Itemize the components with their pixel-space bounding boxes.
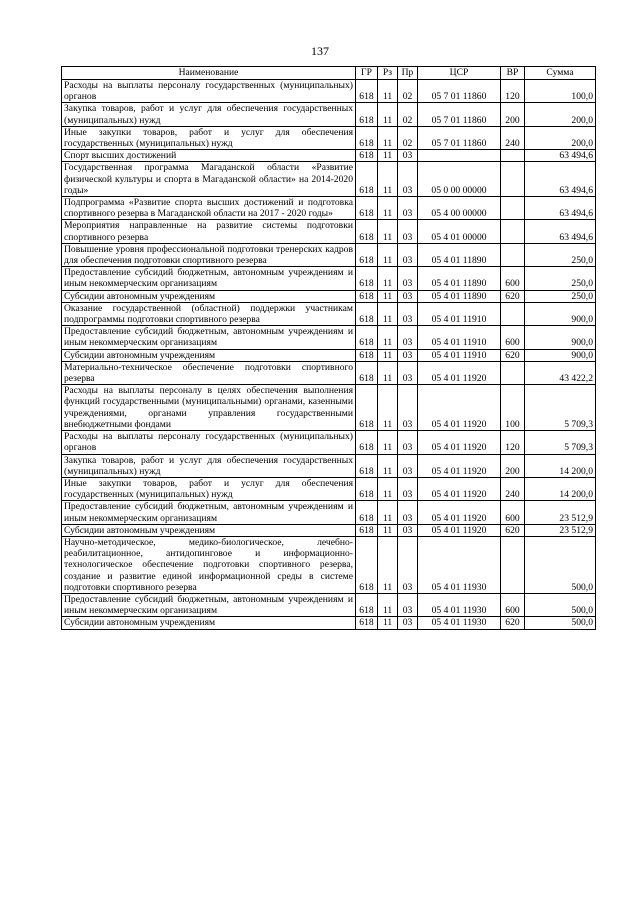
- row-vr: 620: [501, 524, 525, 536]
- row-name: Закупка товаров, работ и услуг для обеспечения государственных (муниципальных) нужд: [62, 454, 356, 477]
- table-row: [62, 243, 596, 266]
- row-vr: [501, 536, 525, 593]
- row-rz: 11: [378, 326, 398, 349]
- row-rz: 11: [378, 524, 398, 536]
- row-csr: 05 4 01 11920: [418, 501, 501, 524]
- row-vr: 620: [501, 349, 525, 361]
- row-name: Иные закупки товаров, работ и услуг для обеспечения государственных (муниципальных) нужд: [62, 126, 356, 149]
- row-rz: 11: [378, 431, 398, 454]
- table-row: [62, 454, 596, 477]
- row-gr: 618: [356, 80, 378, 103]
- row-name: Предоставление субсидий бюджетным, автономным учреждениям и иным некоммерческим организациям: [62, 501, 356, 524]
- row-pr: 03: [398, 220, 418, 243]
- row-sum: 14 200,0: [525, 477, 596, 500]
- row-rz: 11: [378, 302, 398, 325]
- row-rz: 11: [378, 477, 398, 500]
- table-row: [62, 80, 596, 103]
- row-rz: 11: [378, 385, 398, 431]
- row-name: Расходы на выплаты персоналу государственных (муниципальных) органов: [62, 431, 356, 454]
- row-pr: 03: [398, 243, 418, 266]
- row-gr: 618: [356, 454, 378, 477]
- row-rz: 11: [378, 103, 398, 126]
- row-sum: 14 200,0: [525, 454, 596, 477]
- row-csr: 05 4 01 11920: [418, 454, 501, 477]
- row-sum: 900,0: [525, 326, 596, 349]
- row-gr: 618: [356, 150, 378, 162]
- row-pr: 03: [398, 617, 418, 629]
- row-csr: 05 4 01 11920: [418, 385, 501, 431]
- row-pr: 03: [398, 267, 418, 290]
- row-rz: 11: [378, 126, 398, 149]
- row-rz: 11: [378, 162, 398, 197]
- row-vr: 100: [501, 385, 525, 431]
- row-pr: 03: [398, 326, 418, 349]
- row-pr: 03: [398, 431, 418, 454]
- row-vr: 620: [501, 290, 525, 302]
- row-vr: 240: [501, 477, 525, 500]
- table-row: [62, 302, 596, 325]
- row-vr: 600: [501, 501, 525, 524]
- row-name: Субсидии автономным учреждениям: [62, 524, 356, 536]
- row-name: Субсидии автономным учреждениям: [62, 349, 356, 361]
- table-row: [62, 220, 596, 243]
- row-vr: 240: [501, 126, 525, 149]
- row-pr: 03: [398, 162, 418, 197]
- row-rz: 11: [378, 150, 398, 162]
- table-row: [62, 349, 596, 361]
- row-csr: 05 4 01 11930: [418, 593, 501, 616]
- row-sum: 5 709,3: [525, 385, 596, 431]
- table-header-row: [62, 67, 596, 80]
- header-pr: Пр: [398, 67, 418, 80]
- row-gr: 618: [356, 349, 378, 361]
- row-gr: 618: [356, 197, 378, 220]
- row-rz: 11: [378, 501, 398, 524]
- row-vr: 620: [501, 617, 525, 629]
- row-pr: 03: [398, 197, 418, 220]
- row-name: Подпрограмма «Развитие спорта высших достижений и подготовка спортивного резерва в Магаданской области на 2017 - 2020 годы»: [62, 197, 356, 220]
- table-row: [62, 536, 596, 593]
- row-sum: 900,0: [525, 349, 596, 361]
- page-number: 137: [311, 44, 329, 58]
- row-sum: 23 512,9: [525, 524, 596, 536]
- table-row: [62, 103, 596, 126]
- row-csr: 05 4 01 11890: [418, 290, 501, 302]
- row-vr: [501, 302, 525, 325]
- row-vr: 200: [501, 454, 525, 477]
- budget-table: [61, 66, 596, 630]
- row-pr: 03: [398, 501, 418, 524]
- table-row: [62, 290, 596, 302]
- row-rz: 11: [378, 290, 398, 302]
- table-row: [62, 197, 596, 220]
- row-gr: 618: [356, 220, 378, 243]
- row-rz: 11: [378, 267, 398, 290]
- row-pr: 03: [398, 385, 418, 431]
- row-csr: 05 0 00 00000: [418, 162, 501, 197]
- row-pr: 03: [398, 150, 418, 162]
- row-name: Научно-методическое, медико-биологическое, лечебно-реабилитационное, антидопинговое и информационно-технологическое обеспечение подготовки спортивного резерва, создание и развитие единой информационной среды в системе подготовки спортивного резерва: [62, 536, 356, 593]
- row-gr: 618: [356, 593, 378, 616]
- header-gr: ГР: [356, 67, 378, 80]
- row-sum: 63 494,6: [525, 197, 596, 220]
- row-vr: [501, 220, 525, 243]
- table-row: [62, 326, 596, 349]
- row-name: Мероприятия направленные на развитие системы подготовки спортивного резерва: [62, 220, 356, 243]
- row-csr: 05 4 01 00000: [418, 220, 501, 243]
- row-sum: 500,0: [525, 536, 596, 593]
- table-row: [62, 477, 596, 500]
- header-csr: ЦСР: [418, 67, 501, 80]
- row-pr: 03: [398, 593, 418, 616]
- table-row: [62, 524, 596, 536]
- row-rz: 11: [378, 80, 398, 103]
- header-sum: Сумма: [525, 67, 596, 80]
- row-rz: 11: [378, 220, 398, 243]
- row-name: Предоставление субсидий бюджетным, автономным учреждениям и иным некоммерческим организациям: [62, 593, 356, 616]
- row-vr: 600: [501, 593, 525, 616]
- table-row: [62, 431, 596, 454]
- row-rz: 11: [378, 349, 398, 361]
- row-vr: [501, 243, 525, 266]
- row-sum: 500,0: [525, 593, 596, 616]
- table-row: [62, 126, 596, 149]
- row-csr: 05 7 01 11860: [418, 126, 501, 149]
- row-pr: 02: [398, 103, 418, 126]
- row-pr: 03: [398, 536, 418, 593]
- row-csr: 05 4 01 11920: [418, 431, 501, 454]
- row-rz: 11: [378, 197, 398, 220]
- row-name: Материально-техническое обеспечение подготовки спортивного резерва: [62, 361, 356, 384]
- row-rz: 11: [378, 454, 398, 477]
- row-name: Закупка товаров, работ и услуг для обеспечения государственных (муниципальных) нужд: [62, 103, 356, 126]
- row-sum: 200,0: [525, 126, 596, 149]
- row-pr: 03: [398, 454, 418, 477]
- row-pr: 02: [398, 126, 418, 149]
- row-csr: 05 4 01 11930: [418, 617, 501, 629]
- row-sum: 23 512,9: [525, 501, 596, 524]
- row-csr: 05 4 01 11930: [418, 536, 501, 593]
- row-sum: 250,0: [525, 290, 596, 302]
- row-sum: 250,0: [525, 243, 596, 266]
- row-name: Субсидии автономным учреждениям: [62, 617, 356, 629]
- row-gr: 618: [356, 302, 378, 325]
- table-row: [62, 385, 596, 431]
- row-name: Спорт высших достижений: [62, 150, 356, 162]
- row-csr: 05 7 01 11860: [418, 80, 501, 103]
- row-name: Расходы на выплаты персоналу в целях обеспечения выполнения функций государственными (муниципальными) органами, казенными учреждениями, органами управления государственными внебюджетными фондами: [62, 385, 356, 431]
- row-name: Субсидии автономным учреждениям: [62, 290, 356, 302]
- row-name: Повышение уровня профессиональной подготовки тренерских кадров для обеспечения подготовки спортивного резерва: [62, 243, 356, 266]
- row-rz: 11: [378, 593, 398, 616]
- row-name: Предоставление субсидий бюджетным, автономным учреждениям и иным некоммерческим организациям: [62, 267, 356, 290]
- row-pr: 03: [398, 302, 418, 325]
- row-name: Расходы на выплаты персоналу государственных (муниципальных) органов: [62, 80, 356, 103]
- table-row: [62, 162, 596, 197]
- row-csr: [418, 150, 501, 162]
- row-vr: 600: [501, 326, 525, 349]
- row-csr: 05 4 01 11920: [418, 477, 501, 500]
- header-rz: Рз: [378, 67, 398, 80]
- row-gr: 618: [356, 267, 378, 290]
- row-vr: [501, 197, 525, 220]
- row-sum: 43 422,2: [525, 361, 596, 384]
- row-sum: 5 709,3: [525, 431, 596, 454]
- row-csr: 05 4 01 11920: [418, 524, 501, 536]
- row-gr: 618: [356, 243, 378, 266]
- row-csr: 05 7 01 11860: [418, 103, 501, 126]
- row-gr: 618: [356, 385, 378, 431]
- row-sum: 100,0: [525, 80, 596, 103]
- row-gr: 618: [356, 326, 378, 349]
- row-sum: 63 494,6: [525, 150, 596, 162]
- row-vr: [501, 150, 525, 162]
- row-vr: 200: [501, 103, 525, 126]
- row-name: Государственная программа Магаданской области «Развитие физической культуры и спорта в Магаданской области» на 2014-2020 годы»: [62, 162, 356, 197]
- row-rz: 11: [378, 536, 398, 593]
- row-sum: 63 494,6: [525, 162, 596, 197]
- row-vr: 120: [501, 431, 525, 454]
- row-rz: 11: [378, 243, 398, 266]
- row-csr: 05 4 01 11890: [418, 243, 501, 266]
- row-csr: 05 4 01 11920: [418, 361, 501, 384]
- row-rz: 11: [378, 617, 398, 629]
- table-row: [62, 267, 596, 290]
- row-vr: 120: [501, 80, 525, 103]
- row-csr: 05 4 01 11910: [418, 326, 501, 349]
- row-vr: [501, 361, 525, 384]
- table-row: [62, 150, 596, 162]
- row-sum: 250,0: [525, 267, 596, 290]
- row-pr: 03: [398, 290, 418, 302]
- row-pr: 03: [398, 524, 418, 536]
- table-row: [62, 617, 596, 629]
- row-gr: 618: [356, 290, 378, 302]
- row-gr: 618: [356, 617, 378, 629]
- row-gr: 618: [356, 431, 378, 454]
- row-pr: 02: [398, 80, 418, 103]
- row-rz: 11: [378, 361, 398, 384]
- row-pr: 03: [398, 477, 418, 500]
- row-pr: 03: [398, 361, 418, 384]
- row-sum: 500,0: [525, 617, 596, 629]
- row-gr: 618: [356, 126, 378, 149]
- header-vr: ВР: [501, 67, 525, 80]
- row-gr: 618: [356, 361, 378, 384]
- table-row: [62, 593, 596, 616]
- row-gr: 618: [356, 536, 378, 593]
- row-gr: 618: [356, 477, 378, 500]
- row-pr: 03: [398, 349, 418, 361]
- row-sum: 900,0: [525, 302, 596, 325]
- row-name: Оказание государственной (областной) поддержки участникам подпрограммы подготовки спортивного резерва: [62, 302, 356, 325]
- row-sum: 63 494,6: [525, 220, 596, 243]
- table-row: [62, 361, 596, 384]
- row-csr: 05 4 01 11910: [418, 349, 501, 361]
- row-sum: 200,0: [525, 103, 596, 126]
- row-csr: 05 4 01 11910: [418, 302, 501, 325]
- row-gr: 618: [356, 524, 378, 536]
- table-row: [62, 501, 596, 524]
- row-vr: 600: [501, 267, 525, 290]
- row-name: Предоставление субсидий бюджетным, автономным учреждениям и иным некоммерческим организациям: [62, 326, 356, 349]
- row-gr: 618: [356, 103, 378, 126]
- row-gr: 618: [356, 162, 378, 197]
- row-csr: 05 4 01 11890: [418, 267, 501, 290]
- row-gr: 618: [356, 501, 378, 524]
- row-csr: 05 4 00 00000: [418, 197, 501, 220]
- row-name: Иные закупки товаров, работ и услуг для обеспечения государственных (муниципальных) нужд: [62, 477, 356, 500]
- row-vr: [501, 162, 525, 197]
- header-name: Наименование: [62, 67, 356, 80]
